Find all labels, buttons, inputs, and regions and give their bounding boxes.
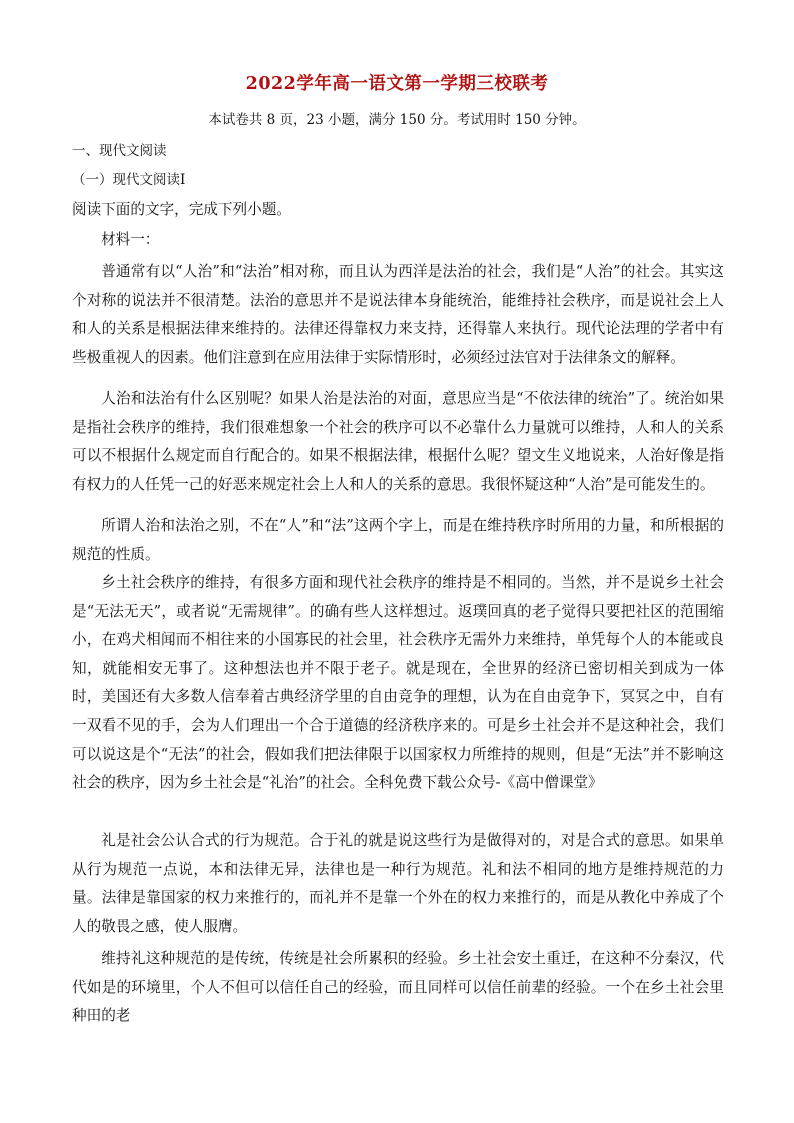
instruction-text: 阅读下面的文字，完成下列小题。 [72,201,291,218]
section-heading: 一、现代文阅读 [72,143,167,159]
paragraph-3: 所谓人治和法治之别，不在“人”和“法”这两个字上，而是在维持秩序时所用的力量，和所根据的规范的性质。 [72,517,724,563]
document-title: 2022学年高一语文第一学期三校联考 [245,74,549,94]
paragraph-4: 乡土社会秩序的维持，有很多方面和现代社会秩序的维持是不相同的。当然，并不是说乡土社会是“无法无天”，或者说“无需规律”。的确有些人这样想过。返璞回真的老子觉得只要把社区的范围缩小，在鸡犬相闻而不相往来的小国寡民的社会里，社会秩序无需外力来维持，单凭每个人的本能或良知，就能相安无事了。这种想法也并不限于老子。就是现在，全世界的经济已密切相关到成为一体时，美国还有大多数人信奉着古典经济学里的自由竞争的理想，认为在自由竞争下，冥冥之中，自有一双看不见的手，会为人们理出一个合于道德的经济秩序来的。可是乡土社会并不是这种社会，我们可以说这是个“无法”的社会，假如我们把法律限于以国家权力所维持的规则，但是“无法”并不影响这社会的秩序，因为乡土社会是“礼治”的社会。全科免费下载公众号-《高中僧课堂》 [72,574,724,792]
paragraph-5: 礼是社会公认合式的行为规范。合于礼的就是说这些行为是做得对的，对是合式的意思。如果单从行为规范一点说，本和法律无异，法律也是一种行为规范。礼和法不相同的地方是维持规范的力量。法律是靠国家的权力来推行的，而礼并不是靠一个外在的权力来推行的，而是从教化中养成了个人的敬畏之感，使人服膺。 [72,832,724,935]
paragraph-2: 人治和法治有什么区别呢？如果人治是法治的对面，意思应当是“不依法律的统治”了。统治如果是指社会秩序的维持，我们很难想象一个社会的秩序可以不必靠什么力量就可以维持，人和人的关系可以不根据什么规定而自行配合的。如果不根据法律，根据什么呢？望文生义地说来，人治好像是指有权力的人任凭一己的好恶来规定社会上人和人的关系的意思。我很怀疑这种“人治”是可能发生的。 [72,390,724,493]
section-subheading: （一）现代文阅读Ⅰ [72,172,186,188]
paragraph-1: 普通常有以“人治”和“法治”相对称，而且认为西洋是法治的社会，我们是“人治”的社会。其实这个对称的说法并不很清楚。法治的意思并不是说法律本身能统治，能维持社会秩序，而是说社会上人和人的关系是根据法律来维持的。法律还得靠权力来支持，还得靠人来执行。现代论法理的学者中有些极重视人的因素。他们注意到在应用法律于实际情形时，必须经过法官对于法律条文的解释。 [72,263,724,366]
exam-info: 本试卷共 8 页，23 小题，满分 150 分。考试用时 150 分钟。 [208,112,586,128]
material-label: 材料一： [101,231,160,248]
paragraph-6: 维持礼这种规范的是传统，传统是社会所累积的经验。乡土社会安土重迁，在这种不分秦汉，代代如是的环境里，个人不但可以信任自己的经验，而且同样可以信任前辈的经验。一个在乡土社会里种田的老 [72,950,724,1025]
